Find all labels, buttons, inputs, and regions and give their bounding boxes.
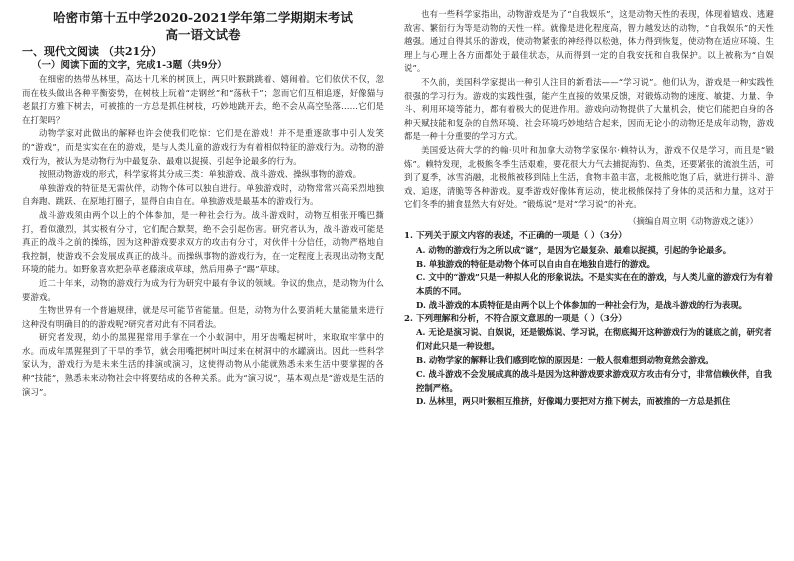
passage-paragraph: 单独游戏的特征是无需伙伴，动物个体可以独自进行。单独游戏时，动物常常兴高采烈地独自奔跑、跳跃、在原地打圈子，显得自由自在。单独游戏是最基本的游戏行为。 [22,182,384,207]
question-stem: 2. 下列理解和分析，不符合原文意思的一项是（ ）（3分） [404,313,627,324]
passage-paragraph: 战斗游戏须由两个以上的个体参加，是一种社会行为。战斗游戏时，动物互相张开嘴巴撕打，看似激烈，其实极有分寸，它们配合默契，绝不会引起伤害。研究者认为，战斗游戏可能是真正的战斗之前的操练，因为这种游戏要求双方的攻击有分寸，对伙伴十分信任，动物严格地自我控制，使游戏不会发展成真正的战斗。而操纵事物的游戏行为，在一定程度上表现出动物支配环境的能力。如野象喜欢把杂草老藤滚成草球，然后用鼻子“踢”草球。 [22,209,384,275]
passage-source: （摘编自周立明《动物游戏之谜》） [628,215,758,226]
answer-option-d[interactable]: D. 战斗游戏的本质特征是由两个以上个体参加的一种社会行为，是战斗游戏的行为表现。 [416,299,748,310]
exam-subtitle: 高一语文试卷 [165,27,241,42]
answer-option-d[interactable]: D. 丛林里，两只叶猴相互推挤，好像竭力要把对方推下树去，而被推的一方总是抓住 [416,396,731,407]
subsection-heading: （一）阅读下面的文字，完成1-3题（共9分） [32,60,227,71]
exam-title: 哈密市第十五中学2020-2021学年第二学期期末考试 [53,10,353,25]
passage-paragraph: 按照动物游戏的形式，科学家将其分成三类：单独游戏、战斗游戏、操纵事物的游戏。 [39,169,362,180]
passage-paragraph: 动物学家对此做出的解释也许会使我们吃惊：它们是在游戏！并不是重逐欲事中引人发笑的“游戏”，而是实实在在的游戏，是与人类儿童的游戏行为有着相似特征的游戏行为。动物的游戏行为，被认为是动物行为中最复杂、最难以捉摸、引起争论最多的行为。 [22,128,384,166]
passage-paragraph: 在细密的热带丛林里，高达十几米的树顶上，两只叶猴跳跳着、嬉闹着。它们依伏不仅，忽而在枝头做出各种平衡姿势，在树枝上玩着“走钢丝”和“荡秋千”；忽而它们互相追逐，好像猫与老鼠打方雅下树去，可被推的一方总是抓住树枝，巧妙地跳开去，绝不会从高空坠落……它们是在打架吗？ [22,74,384,125]
answer-option-b[interactable]: B. 单独游戏的特征是动物个体可以自由自在地独自进行的游戏。 [416,258,656,269]
question-stem: 1. 下列关于原文内容的表述，不正确的一项是（ ）（3分） [404,230,627,241]
answer-option-c[interactable]: C. 文中的“游戏”只是一种拟人化的形象说法。不是实实在在的游戏，与人类儿童的游戏行为有着本质的不同。 [416,272,773,297]
passage-paragraph: 美国爱达荷大学的约翰·贝叶和加拿大动物学家保尔·赖特认为，游戏不仅是学习，而且是“锻炼”。赖特发现，北极熊冬季生活艰难，要花很大力气去捕捉海豹、鱼类，还要紧张的流浪生活，可到了夏季，冰雪消融，北极熊被移到陆上生活，食物丰盈丰富，北极熊吃饱了后，就进行拼斗、游戏、追逐，清脆等各种游戏。夏季游戏好像体育运动，使北极熊保持了身体的灵活和力量，这对于它们冬季的捕食显然大有好处。“锻炼说”是对“学习说”的补充。 [404,144,774,210]
answer-option-b[interactable]: B. 动物学家的解释让我们感到吃惊的原因是：一般人很难想到动物竟然会游戏。 [416,355,714,366]
passage-paragraph: 也有一些科学家指出，动物游戏是为了“自我娱乐”，这是动物天性的表现，体现着嬉戏、逃避敌害、繁衍行为等是动物的天性一样。就像是进化程度高，智力越发达的动物，“自我娱乐”的天性越强。通过自得其乐的游戏，使动物紧张的神经得以松弛，体力得到恢复，使动物在适应环境、生理上与心理上各方面都处于最佳状态，从而得到一定的自我安抚和自我保护。以上被称为“自娱说”。 [404,9,774,74]
answer-option-a[interactable]: A. 动物的游戏行为之所以成“谜”，是因为它最复杂、最难以捉摸，引起的争论最多。 [416,244,732,255]
section-heading: 一、现代文阅读 （共21分） [22,45,163,58]
answer-option-a[interactable]: A. 无论是演习说、自娱说，还是锻炼说、学习说，在彻底揭开这种游戏行为的谜底之前，研究者们对此只是一种设想。 [416,327,772,352]
passage-paragraph: 不久前，美国科学家提出一种引人注目的新看法——“学习说”。他们认为，游戏是一种实践性很强的学习行为。游戏的实践性强，能产生直接的效果反馈，对锻炼动物的速度、敏捷、力量、争斗、利用环境等能力，都有着极大的促进作用。游戏向动物提供了大量机会，使它们能把自身的各种天赋技能和复杂的自然环境、社会环境巧妙地结合起来，因而无论小的动物还是成年动物，游戏都是一种十分重要的学习方式。 [404,76,774,142]
right-column [404,8,774,409]
passage-paragraph: 近二十年来，动物的游戏行为成为行为研究中最有争议的领域。争议的焦点，是动物为什么要游戏。 [22,277,384,302]
passage-paragraph: 生物世界有一个普遍规律，就是尽可能节省能量。但是，动物为什么要消耗大量能量来进行这种没有明确目的的游戏呢?研究者对此有不同看法。 [22,305,384,329]
left-column [22,8,384,399]
answer-option-c[interactable]: C. 战斗游戏不会发展成真的战斗是因为这种游戏要求游戏双方攻击有分寸，非常信赖伙伴，自我控制严格。 [416,368,772,393]
passage-paragraph: 研究者发现，幼小的黑猩猩常用手掌在一个小蚁洞中，用牙齿嘴起树叶，来取取牢掌中的水。而成年黑猩猩到了干旱的季节，就会用嘴把树叶叫过来在树洞中的水罐滴出。因此一些科学家认为，游戏行为是未来生活的排演或演习，这使得动物从小能就熟悉未来生活中要掌握的各种“技能”，熟悉未来动物社会中将要结成的各种关系。此为“演习说”，基本观点是“游戏是生活的演习”。 [22,332,384,397]
